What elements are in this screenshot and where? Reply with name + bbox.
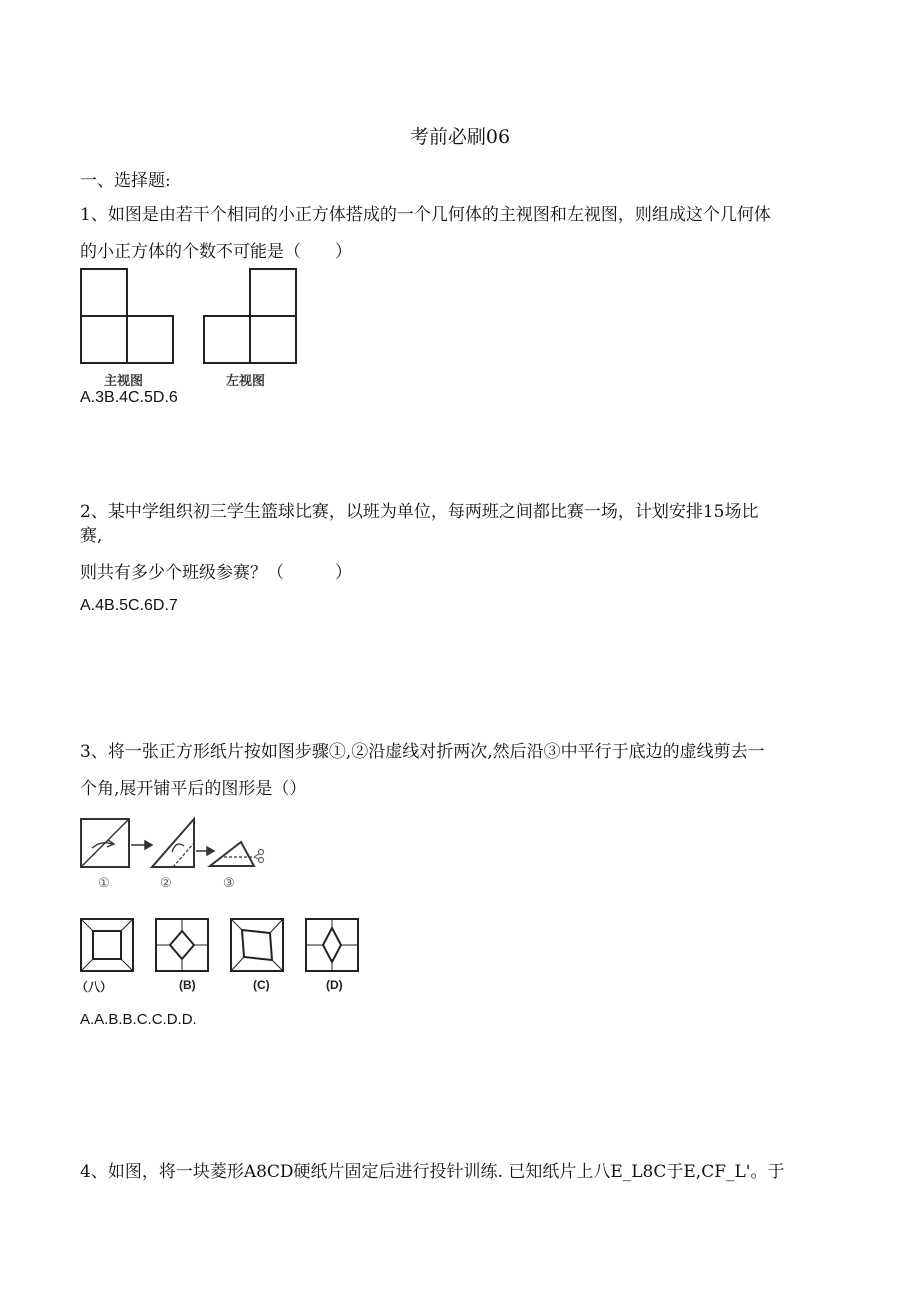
q3-step2-triangle — [152, 819, 194, 867]
q1-options: A.3B.4C.5D.6 — [80, 389, 178, 406]
q3-step1-square — [81, 819, 129, 867]
q2-options: A.4B.5C.6D.7 — [80, 597, 178, 614]
q3-choice-a-figure — [81, 919, 133, 971]
q3-choice-d-figure — [306, 919, 358, 971]
q4-text-line1: 4、如图，将一块菱形A8CD硬纸片固定后进行投针训练. 已知纸片上八E_L8C于E,CF_L'。于 — [80, 1162, 785, 1182]
q3-arrow-icon — [196, 847, 214, 855]
q3-step1-label: ① — [98, 876, 110, 891]
q3-choice-b-label: (B) — [179, 978, 196, 992]
section-heading: 一、选择题: — [80, 171, 171, 191]
q3-arrow-icon — [131, 841, 152, 849]
q3-step3-triangle — [210, 842, 254, 866]
scissors-icon — [254, 850, 264, 863]
q2-text-line3: 则共有多少个班级参赛？（ ） — [80, 563, 352, 583]
q3-step3-label: ③ — [223, 876, 235, 891]
q1-front-view-label: 主视图 — [104, 374, 144, 389]
q2-text-line2: 赛, — [80, 526, 103, 546]
q3-step2-label: ② — [160, 876, 172, 891]
q2-text-line1: 2、某中学组织初三学生篮球比赛，以班为单位，每两班之间都比赛一场，计划安排15场比 — [80, 502, 759, 522]
q3-text-line1: 3、将一张正方形纸片按如图步骤①,②沿虚线对折两次,然后沿③中平行于底边的虚线剪去一 — [80, 742, 765, 762]
q1-text-line1: 1、如图是由若干个相同的小正方体搭成的一个几何体的主视图和左视图，则组成这个几何体 — [80, 205, 771, 225]
q1-left-view-label: 左视图 — [226, 374, 266, 389]
q3-choice-d-label: (D) — [326, 978, 343, 992]
q3-text-line2: 个角,展开铺平后的图形是（） — [80, 779, 307, 799]
q3-choice-a-label: （八） — [76, 980, 113, 994]
page-title: 考前必刷06 — [409, 126, 511, 148]
q3-options: A.A.B.B.C.C.D.D. — [80, 1011, 197, 1028]
q3-choice-b-figure — [156, 919, 208, 971]
q1-text-line2: 的小正方体的个数不可能是（ ） — [80, 242, 352, 262]
q3-choice-c-label: (C) — [253, 978, 270, 992]
q3-choice-c-figure — [231, 919, 283, 971]
q3-answer-choices-figure — [0, 0, 1, 1]
